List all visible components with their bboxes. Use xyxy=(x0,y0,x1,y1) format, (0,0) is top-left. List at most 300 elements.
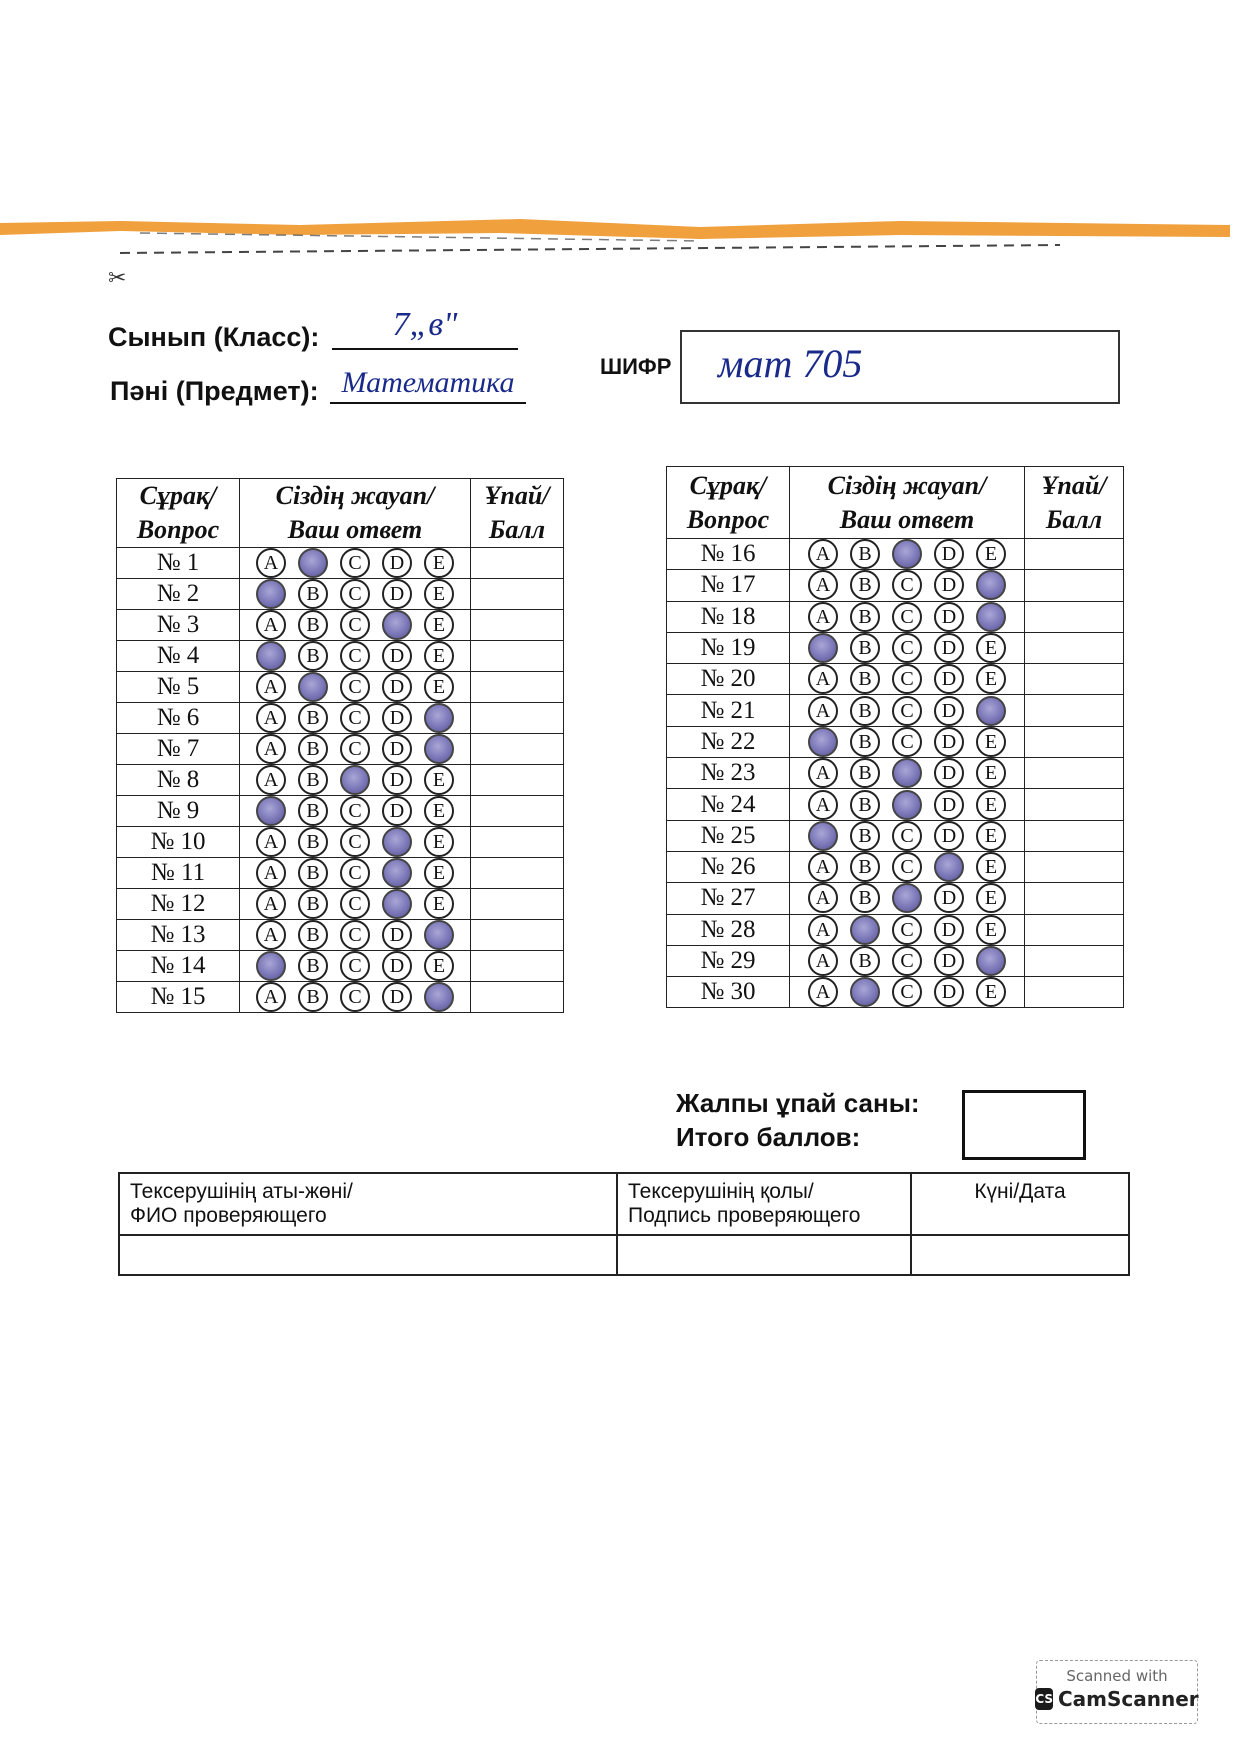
question-row xyxy=(117,734,564,765)
answer-options xyxy=(790,601,1025,632)
answer-bubble-a[interactable] xyxy=(256,641,286,671)
question-number: № 14 xyxy=(117,951,240,982)
answer-bubble-b[interactable]: B xyxy=(850,883,880,913)
answer-bubble-e[interactable]: E xyxy=(976,852,1006,882)
answer-table-left xyxy=(116,478,564,1013)
answer-bubble-e[interactable] xyxy=(976,570,1006,600)
answer-bubble-b[interactable]: B xyxy=(298,920,328,950)
answer-bubble-e[interactable] xyxy=(424,982,454,1012)
answer-bubble-a[interactable]: A xyxy=(808,696,838,726)
answer-bubble-c[interactable]: C xyxy=(340,579,370,609)
answer-bubble-e[interactable]: E xyxy=(976,883,1006,913)
answer-options xyxy=(240,641,471,672)
score-cell xyxy=(471,827,564,858)
answer-bubble-e[interactable] xyxy=(424,703,454,733)
answer-bubble-a[interactable]: A xyxy=(808,946,838,976)
answer-bubble-d[interactable]: D xyxy=(382,641,412,671)
answer-bubble-d[interactable]: D xyxy=(934,633,964,663)
answer-bubble-b[interactable] xyxy=(298,672,328,702)
answer-bubble-d[interactable]: D xyxy=(934,539,964,569)
answer-bubble-a[interactable]: A xyxy=(256,982,286,1012)
score-cell xyxy=(471,982,564,1013)
answer-bubble-c[interactable]: C xyxy=(340,920,370,950)
reviewer-name-header: Тексерушінің аты-жөні/ ФИО проверяющего xyxy=(119,1173,617,1235)
answer-bubble-b[interactable]: B xyxy=(298,827,328,857)
answer-options xyxy=(240,610,471,641)
question-number: № 28 xyxy=(667,914,790,945)
torn-paper-edge xyxy=(0,205,1240,265)
question-row xyxy=(117,951,564,982)
answer-bubble-b[interactable]: B xyxy=(850,602,880,632)
answer-bubble-a[interactable] xyxy=(256,951,286,981)
question-row xyxy=(667,726,1124,757)
answer-options xyxy=(240,858,471,889)
question-number: № 8 xyxy=(117,765,240,796)
answer-bubble-e[interactable] xyxy=(976,602,1006,632)
answer-bubble-c[interactable]: C xyxy=(892,852,922,882)
question-row xyxy=(117,982,564,1013)
score-cell xyxy=(1025,570,1124,601)
answer-bubble-c[interactable]: C xyxy=(340,734,370,764)
answer-bubble-e[interactable]: E xyxy=(976,758,1006,788)
answer-bubble-a[interactable]: A xyxy=(256,765,286,795)
question-row xyxy=(117,827,564,858)
answer-bubble-d[interactable] xyxy=(382,889,412,919)
score-cell xyxy=(1025,820,1124,851)
answer-bubble-d[interactable]: D xyxy=(934,664,964,694)
score-cell xyxy=(471,765,564,796)
question-number: № 15 xyxy=(117,982,240,1013)
answer-bubble-b[interactable]: B xyxy=(298,579,328,609)
answer-bubble-d[interactable] xyxy=(382,827,412,857)
answer-bubble-e[interactable]: E xyxy=(424,548,454,578)
answer-bubble-e[interactable] xyxy=(976,696,1006,726)
answer-bubble-d[interactable]: D xyxy=(382,920,412,950)
answer-bubble-b[interactable]: B xyxy=(298,641,328,671)
answer-bubble-d[interactable]: D xyxy=(382,796,412,826)
answer-bubble-a[interactable] xyxy=(808,633,838,663)
answer-bubble-b[interactable]: B xyxy=(298,858,328,888)
question-number: № 5 xyxy=(117,672,240,703)
answer-bubble-c[interactable] xyxy=(892,539,922,569)
score-cell xyxy=(1025,789,1124,820)
score-cell xyxy=(1025,914,1124,945)
answer-bubble-b[interactable]: B xyxy=(850,664,880,694)
scissors-icon: ✂ xyxy=(108,266,127,291)
question-number: № 30 xyxy=(667,977,790,1008)
answer-bubble-a[interactable]: A xyxy=(256,827,286,857)
date-header: Күні/Дата xyxy=(911,1173,1129,1235)
question-row xyxy=(667,977,1124,1008)
total-label-ru: Итого баллов: xyxy=(676,1122,861,1152)
answer-bubble-e[interactable]: E xyxy=(976,539,1006,569)
answer-options xyxy=(790,789,1025,820)
answer-bubble-c[interactable] xyxy=(892,883,922,913)
answer-options xyxy=(240,765,471,796)
answer-bubble-a[interactable]: A xyxy=(256,672,286,702)
answer-bubble-a[interactable]: A xyxy=(256,889,286,919)
answer-bubble-a[interactable]: A xyxy=(256,703,286,733)
question-row xyxy=(117,641,564,672)
column-header-score: Ұпай/ Балл xyxy=(1025,467,1124,539)
answer-options xyxy=(240,703,471,734)
answer-bubble-a[interactable]: A xyxy=(256,734,286,764)
answer-bubble-e[interactable]: E xyxy=(424,858,454,888)
answer-bubble-d[interactable]: D xyxy=(382,951,412,981)
question-row xyxy=(117,858,564,889)
answer-bubble-d[interactable] xyxy=(382,858,412,888)
question-number: № 26 xyxy=(667,851,790,882)
answer-bubble-e[interactable]: E xyxy=(424,765,454,795)
answer-options xyxy=(790,726,1025,757)
question-row xyxy=(117,672,564,703)
answer-bubble-a[interactable]: A xyxy=(808,883,838,913)
answer-bubble-b[interactable]: B xyxy=(850,821,880,851)
reviewer-name-cell xyxy=(119,1235,617,1275)
answer-bubble-d[interactable]: D xyxy=(934,915,964,945)
question-row xyxy=(667,914,1124,945)
answer-bubble-e[interactable]: E xyxy=(424,672,454,702)
question-row xyxy=(667,632,1124,663)
reviewer-table xyxy=(118,1172,1130,1276)
score-cell xyxy=(1025,945,1124,976)
answer-bubble-d[interactable]: D xyxy=(382,703,412,733)
answer-bubble-a[interactable] xyxy=(256,796,286,826)
answer-bubble-a[interactable]: A xyxy=(808,977,838,1007)
question-row xyxy=(117,920,564,951)
reviewer-signature-header: Тексерушінің қолы/ Подпись проверяющего xyxy=(617,1173,911,1235)
answer-bubble-d[interactable]: D xyxy=(934,977,964,1007)
answer-options xyxy=(240,672,471,703)
question-number: № 21 xyxy=(667,695,790,726)
answer-bubble-b[interactable]: B xyxy=(298,951,328,981)
question-number: № 20 xyxy=(667,664,790,695)
answer-bubble-c[interactable]: C xyxy=(892,602,922,632)
question-number: № 7 xyxy=(117,734,240,765)
answer-options xyxy=(790,914,1025,945)
answer-bubble-b[interactable]: B xyxy=(850,696,880,726)
question-number: № 16 xyxy=(667,539,790,570)
answer-bubble-c[interactable]: C xyxy=(340,827,370,857)
answer-bubble-e[interactable]: E xyxy=(424,796,454,826)
answer-options xyxy=(240,796,471,827)
answer-options xyxy=(790,820,1025,851)
answer-bubble-d[interactable]: D xyxy=(934,821,964,851)
question-row xyxy=(117,579,564,610)
answer-bubble-a[interactable] xyxy=(256,579,286,609)
answer-bubble-d[interactable]: D xyxy=(382,982,412,1012)
class-label: Сынып (Класс): xyxy=(108,322,320,352)
answer-bubble-d[interactable]: D xyxy=(934,758,964,788)
score-cell xyxy=(471,858,564,889)
answer-bubble-e[interactable]: E xyxy=(976,633,1006,663)
answer-bubble-b[interactable]: B xyxy=(298,889,328,919)
question-row xyxy=(667,789,1124,820)
answer-bubble-a[interactable]: A xyxy=(808,790,838,820)
code-box xyxy=(680,330,1120,404)
question-number: № 1 xyxy=(117,548,240,579)
answer-options xyxy=(240,734,471,765)
watermark-line2: CamScanner xyxy=(1058,1687,1199,1711)
answer-options xyxy=(240,982,471,1013)
answer-bubble-e[interactable]: E xyxy=(424,610,454,640)
answer-bubble-c[interactable] xyxy=(892,790,922,820)
answer-bubble-a[interactable] xyxy=(808,727,838,757)
answer-bubble-b[interactable]: B xyxy=(850,570,880,600)
answer-bubble-d[interactable]: D xyxy=(934,883,964,913)
answer-bubble-b[interactable]: B xyxy=(850,539,880,569)
question-row xyxy=(117,796,564,827)
question-number: № 27 xyxy=(667,883,790,914)
score-cell xyxy=(471,672,564,703)
answer-bubble-c[interactable]: C xyxy=(340,951,370,981)
answer-bubble-c[interactable]: C xyxy=(892,977,922,1007)
answer-table-right xyxy=(666,466,1124,1008)
answer-bubble-b[interactable]: B xyxy=(298,765,328,795)
question-number: № 25 xyxy=(667,820,790,851)
answer-bubble-c[interactable]: C xyxy=(892,821,922,851)
score-cell xyxy=(1025,664,1124,695)
answer-bubble-a[interactable] xyxy=(808,821,838,851)
score-cell xyxy=(471,703,564,734)
answer-bubble-a[interactable]: A xyxy=(808,852,838,882)
answer-bubble-b[interactable]: B xyxy=(850,946,880,976)
code-label: ШИФР xyxy=(600,354,672,379)
answer-bubble-d[interactable]: D xyxy=(382,765,412,795)
question-row xyxy=(667,883,1124,914)
score-cell xyxy=(1025,632,1124,663)
question-number: № 18 xyxy=(667,601,790,632)
answer-bubble-b[interactable] xyxy=(298,548,328,578)
question-number: № 22 xyxy=(667,726,790,757)
answer-options xyxy=(240,579,471,610)
answer-options xyxy=(790,632,1025,663)
answer-bubble-e[interactable]: E xyxy=(976,664,1006,694)
answer-bubble-b[interactable]: B xyxy=(298,703,328,733)
answer-options xyxy=(790,851,1025,882)
answer-bubble-c[interactable]: C xyxy=(340,610,370,640)
answer-bubble-c[interactable]: C xyxy=(340,858,370,888)
answer-bubble-d[interactable]: D xyxy=(934,946,964,976)
answer-bubble-c[interactable]: C xyxy=(892,946,922,976)
answer-bubble-c[interactable]: C xyxy=(892,727,922,757)
answer-bubble-e[interactable] xyxy=(424,734,454,764)
answer-bubble-b[interactable]: B xyxy=(298,982,328,1012)
camscanner-watermark xyxy=(1036,1660,1198,1724)
answer-options xyxy=(790,945,1025,976)
answer-options xyxy=(240,951,471,982)
total-score-box xyxy=(962,1090,1086,1160)
answer-bubble-c[interactable]: C xyxy=(340,796,370,826)
answer-bubble-d[interactable]: D xyxy=(934,790,964,820)
answer-bubble-a[interactable]: A xyxy=(256,920,286,950)
answer-bubble-a[interactable]: A xyxy=(808,664,838,694)
answer-bubble-b[interactable]: B xyxy=(298,610,328,640)
answer-bubble-b[interactable] xyxy=(850,977,880,1007)
question-row xyxy=(667,945,1124,976)
answer-bubble-c[interactable]: C xyxy=(340,703,370,733)
score-cell xyxy=(471,920,564,951)
answer-bubble-d[interactable]: D xyxy=(934,727,964,757)
question-row xyxy=(117,765,564,796)
question-number: № 13 xyxy=(117,920,240,951)
answer-bubble-a[interactable]: A xyxy=(808,602,838,632)
score-cell xyxy=(471,951,564,982)
code-value: мат 705 xyxy=(718,341,863,386)
answer-bubble-c[interactable]: C xyxy=(340,672,370,702)
date-cell xyxy=(911,1235,1129,1275)
answer-bubble-a[interactable]: A xyxy=(256,548,286,578)
answer-bubble-b[interactable]: B xyxy=(850,758,880,788)
answer-bubble-e[interactable] xyxy=(976,946,1006,976)
answer-options xyxy=(790,664,1025,695)
question-row xyxy=(117,703,564,734)
score-cell xyxy=(1025,539,1124,570)
total-label-kz: Жалпы ұпай саны: xyxy=(676,1088,920,1118)
answer-bubble-e[interactable]: E xyxy=(424,889,454,919)
answer-bubble-b[interactable]: B xyxy=(298,734,328,764)
answer-bubble-a[interactable]: A xyxy=(256,610,286,640)
answer-bubble-e[interactable]: E xyxy=(976,727,1006,757)
answer-bubble-c[interactable]: C xyxy=(892,570,922,600)
answer-bubble-a[interactable]: A xyxy=(808,539,838,569)
answer-bubble-d[interactable]: D xyxy=(382,548,412,578)
answer-bubble-e[interactable]: E xyxy=(976,821,1006,851)
answer-bubble-c[interactable]: C xyxy=(892,664,922,694)
answer-options xyxy=(240,548,471,579)
answer-bubble-d[interactable]: D xyxy=(934,570,964,600)
question-number: № 17 xyxy=(667,570,790,601)
question-number: № 23 xyxy=(667,758,790,789)
column-header-question: Сұрақ/ Вопрос xyxy=(667,467,790,539)
subject-value: Математика xyxy=(330,366,526,404)
answer-bubble-b[interactable] xyxy=(850,915,880,945)
answer-bubble-d[interactable]: D xyxy=(934,696,964,726)
answer-bubble-e[interactable]: E xyxy=(424,641,454,671)
answer-bubble-e[interactable]: E xyxy=(424,579,454,609)
question-number: № 29 xyxy=(667,945,790,976)
answer-options xyxy=(790,695,1025,726)
score-cell xyxy=(1025,977,1124,1008)
answer-bubble-b[interactable]: B xyxy=(850,633,880,663)
score-cell xyxy=(471,734,564,765)
question-number: № 10 xyxy=(117,827,240,858)
answer-options xyxy=(790,570,1025,601)
answer-bubble-e[interactable]: E xyxy=(424,827,454,857)
answer-bubble-e[interactable]: E xyxy=(424,951,454,981)
score-cell xyxy=(471,796,564,827)
score-cell xyxy=(471,548,564,579)
score-cell xyxy=(1025,601,1124,632)
subject-label: Пәні (Предмет): xyxy=(110,376,319,406)
score-cell xyxy=(471,889,564,920)
score-cell xyxy=(1025,851,1124,882)
score-cell xyxy=(1025,695,1124,726)
column-header-answer: Сіздің жауап/ Ваш ответ xyxy=(790,467,1025,539)
answer-bubble-a[interactable]: A xyxy=(808,915,838,945)
answer-bubble-d[interactable]: D xyxy=(382,734,412,764)
answer-bubble-b[interactable]: B xyxy=(850,790,880,820)
question-row xyxy=(667,539,1124,570)
question-row xyxy=(667,695,1124,726)
score-cell xyxy=(1025,883,1124,914)
column-header-score: Ұпай/ Балл xyxy=(471,479,564,548)
answer-options xyxy=(790,883,1025,914)
question-row xyxy=(117,548,564,579)
question-number: № 11 xyxy=(117,858,240,889)
question-row xyxy=(667,820,1124,851)
question-number: № 24 xyxy=(667,789,790,820)
answer-bubble-c[interactable]: C xyxy=(340,641,370,671)
score-cell xyxy=(1025,758,1124,789)
score-cell xyxy=(471,641,564,672)
answer-bubble-b[interactable]: B xyxy=(298,796,328,826)
answer-bubble-e[interactable]: E xyxy=(976,915,1006,945)
answer-bubble-d[interactable]: D xyxy=(382,579,412,609)
answer-bubble-d[interactable]: D xyxy=(934,602,964,632)
question-number: № 12 xyxy=(117,889,240,920)
answer-bubble-c[interactable] xyxy=(340,765,370,795)
answer-options xyxy=(790,758,1025,789)
answer-bubble-d[interactable]: D xyxy=(382,672,412,702)
column-header-question: Сұрақ/ Вопрос xyxy=(117,479,240,548)
answer-options xyxy=(790,539,1025,570)
answer-options xyxy=(240,889,471,920)
answer-options xyxy=(240,920,471,951)
class-value: 7„в" xyxy=(332,306,518,350)
answer-bubble-c[interactable]: C xyxy=(340,982,370,1012)
question-number: № 6 xyxy=(117,703,240,734)
answer-bubble-c[interactable]: C xyxy=(892,696,922,726)
score-cell xyxy=(1025,726,1124,757)
question-row xyxy=(667,851,1124,882)
question-row xyxy=(667,570,1124,601)
answer-bubble-e[interactable]: E xyxy=(976,977,1006,1007)
answer-bubble-b[interactable]: B xyxy=(850,727,880,757)
answer-bubble-a[interactable]: A xyxy=(808,758,838,788)
question-row xyxy=(667,758,1124,789)
question-row xyxy=(667,601,1124,632)
answer-bubble-e[interactable]: E xyxy=(976,790,1006,820)
answer-bubble-c[interactable] xyxy=(892,758,922,788)
question-number: № 9 xyxy=(117,796,240,827)
question-number: № 3 xyxy=(117,610,240,641)
watermark-line1: Scanned with xyxy=(1066,1667,1168,1685)
answer-bubble-c[interactable]: C xyxy=(340,889,370,919)
answer-bubble-a[interactable]: A xyxy=(256,858,286,888)
answer-bubble-d[interactable] xyxy=(382,610,412,640)
answer-bubble-a[interactable]: A xyxy=(808,570,838,600)
question-row xyxy=(667,664,1124,695)
question-row xyxy=(117,889,564,920)
question-number: № 19 xyxy=(667,632,790,663)
answer-bubble-c[interactable]: C xyxy=(340,548,370,578)
question-row xyxy=(117,610,564,641)
answer-bubble-c[interactable]: C xyxy=(892,915,922,945)
question-number: № 4 xyxy=(117,641,240,672)
question-number: № 2 xyxy=(117,579,240,610)
answer-bubble-e[interactable] xyxy=(424,920,454,950)
answer-options xyxy=(240,827,471,858)
answer-bubble-c[interactable]: C xyxy=(892,633,922,663)
score-cell xyxy=(471,579,564,610)
answer-bubble-d[interactable] xyxy=(934,852,964,882)
camscanner-logo-icon: CS xyxy=(1035,1688,1053,1710)
answer-bubble-b[interactable]: B xyxy=(850,852,880,882)
column-header-answer: Сіздің жауап/ Ваш ответ xyxy=(240,479,471,548)
score-cell xyxy=(471,610,564,641)
reviewer-signature-cell xyxy=(617,1235,911,1275)
